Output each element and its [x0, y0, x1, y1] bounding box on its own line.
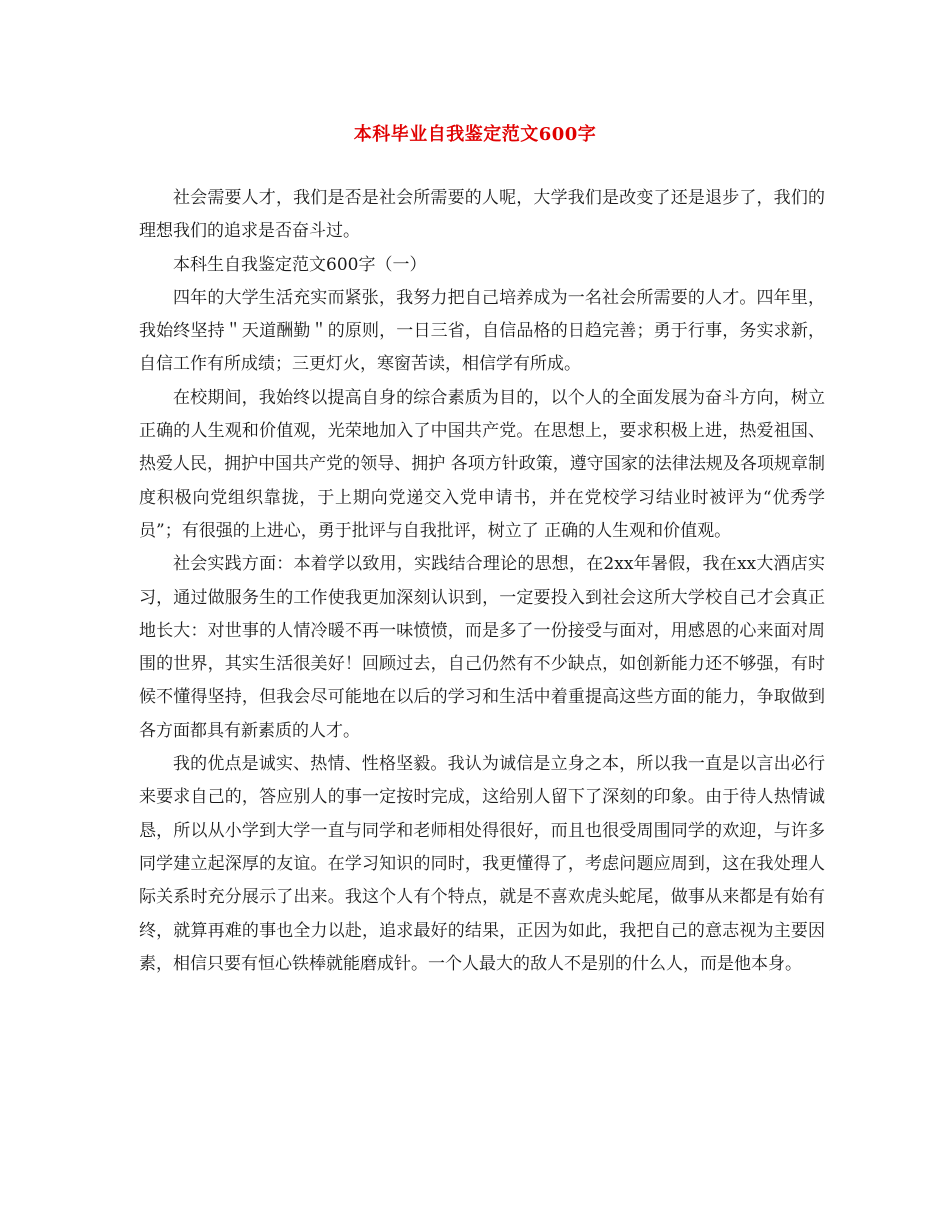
paragraph-on-campus: 在校期间，我始终以提高自身的综合素质为目的，以个人的全面发展为奋斗方向，树立正确的人生观和价值观，光荣地加入了中国共产党。在思想上，要求积极上进，热爱祖国、热爱人民，拥护中国共产党的领导、拥护 各项方针政策，遵守国家的法律法规及各项规章制度积极向党组织靠拢，于上期向党递交入党申请书，并在党校学习结业时被评为“优秀学员”；有很强的上进心，勇于批评与自我批评，树立了 正确的人生观和价值观。 [139, 387, 825, 541]
document-title: 本科毕业自我鉴定范文600字 [353, 124, 597, 145]
paragraph-four-years: 四年的大学生活充实而紧张，我努力把自己培养成为一名社会所需要的人才。四年里，我始终坚持＂天道酬勤＂的原则，一日三省，自信品格的日趋完善；勇于行事，务实求新，自信工作有所成绩；三更灯火，寒窗苦读，相信学有所成。 [139, 287, 825, 375]
paragraph-subheading: 本科生自我鉴定范文600字（一） [173, 254, 427, 275]
paragraph-strengths: 我的优点是诚实、热情、性格坚毅。我认为诚信是立身之本，所以我一直是以言出必行来要求自己的，答应别人的事一定按时完成，这给别人留下了深刻的印象。由于待人热情诚恳，所以从小学到大学一直与同学和老师相处得很好，而且也很受周围同学的欢迎，与许多同学建立起深厚的友谊。在学习知识的同时，我更懂得了，考虑问题应周到，这在我处理人际关系时充分展示了出来。我这个人有个特点，就是不喜欢虎头蛇尾，做事从来都是有始有终，就算再难的事也全力以赴，追求最好的结果，正因为如此，我把自己的意志视为主要因素，相信只要有恒心铁棒就能磨成针。一个人最大的敌人不是别的什么人，而是他本身。 [139, 754, 825, 974]
paragraph-social-practice: 社会实践方面：本着学以致用，实践结合理论的思想，在2xx年暑假，我在xx大酒店实习，通过做服务生的工作使我更加深刻认识到，一定要投入到社会这所大学校自己才会真正地长大：对世事的人情冷暖不再一味愤愤，而是多了一份接受与面对，用感恩的心来面对周围的世界，其实生活很美好！回顾过去，自己仍然有不少缺点，如创新能力还不够强，有时候不懂得坚持，但我会尽可能地在以后的学习和生活中着重提高这些方面的能力，争取做到各方面都具有新素质的人才。 [139, 554, 825, 741]
paragraph-intro: 社会需要人才，我们是否是社会所需要的人呢，大学我们是改变了还是退步了，我们的理想我们的追求是否奋斗过。 [139, 188, 825, 242]
document-body [139, 182, 825, 981]
